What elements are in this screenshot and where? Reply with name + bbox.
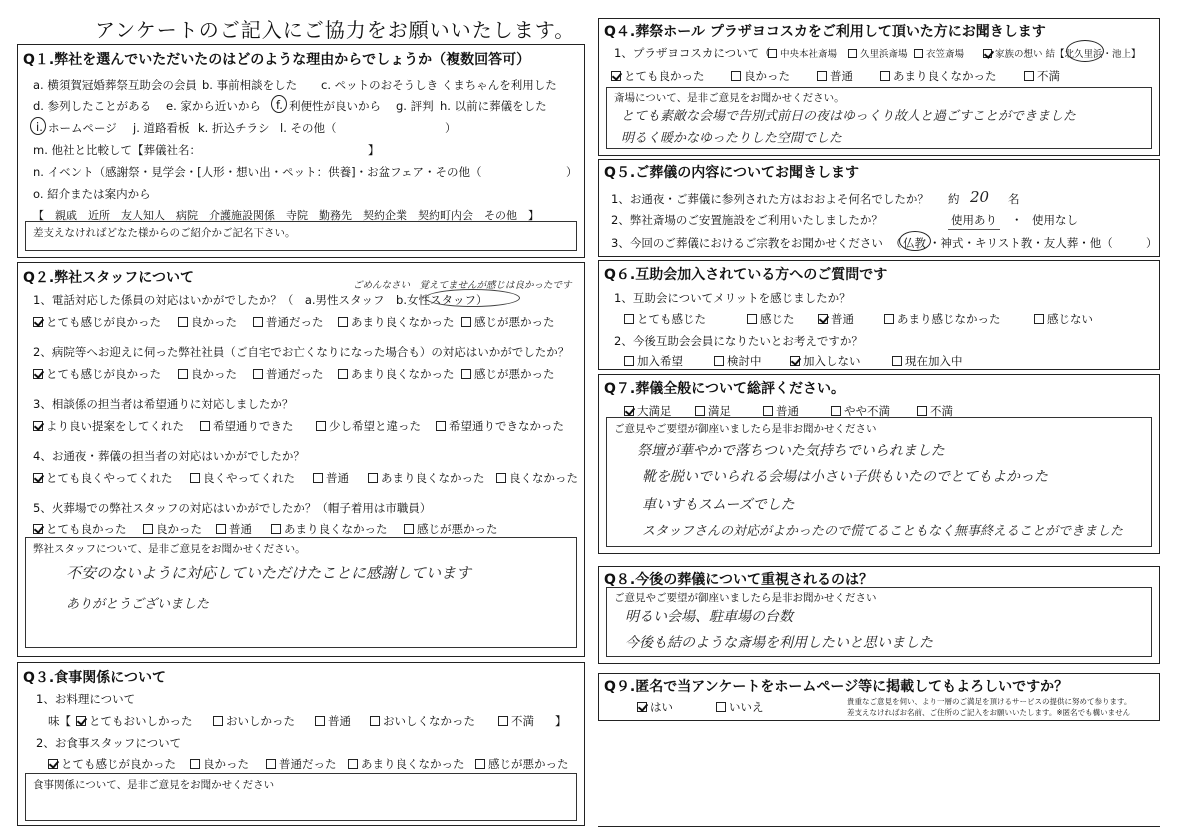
q6-s1-opt-1[interactable]: 感じた	[747, 311, 795, 327]
q7-section	[598, 374, 1160, 554]
checkbox-icon[interactable]	[624, 356, 634, 366]
checkbox-icon[interactable]	[190, 759, 200, 769]
q3-s2-opt-1[interactable]: 良かった	[190, 756, 249, 772]
q7-handwritten-line-2: 靴を脱いでいられる会場は小さい子供もいたのでとてもよかった	[642, 469, 1048, 485]
checkbox-icon[interactable]	[200, 421, 210, 431]
checkbox-icon[interactable]	[461, 317, 471, 327]
q2-s4-opt-4[interactable]: 良くなかった	[496, 470, 578, 486]
q4-hall-0[interactable]: 中央本社斎場	[768, 46, 837, 60]
checkbox-icon[interactable]	[624, 314, 634, 324]
q2-s5-opt-2[interactable]: 普通	[216, 521, 252, 537]
q5-s1-approx: 約	[948, 192, 960, 206]
q6-s2-opt-1[interactable]: 検討中	[714, 353, 762, 369]
q3-taste-end: 】	[555, 714, 567, 728]
q2-s3-opt-0[interactable]: より良い提案をしてくれた	[33, 418, 184, 434]
q1-option-k[interactable]: k. 折込チラシ	[198, 121, 270, 135]
checkbox-icon[interactable]	[884, 314, 894, 324]
q3-s1-opt-2[interactable]: 普通	[315, 713, 351, 729]
q2-s5-opt-3[interactable]: あまり良くなかった	[271, 521, 388, 537]
q4-handwritten-line-1: とても素敵な会場で告別式前日の夜はゆっくり故人と過ごすことができました	[621, 109, 1076, 124]
q4-s1-question: 1、プラザヨコスカについて（	[614, 46, 771, 60]
checkbox-checked-icon[interactable]	[76, 716, 86, 726]
q6-s1-opt-0[interactable]: とても感じた	[624, 311, 706, 327]
q4-kitakurihama-circle	[1066, 40, 1104, 62]
q4-comment-box[interactable]	[606, 87, 1152, 149]
q8-handwritten-line-1: 明るい会場、駐車場の台数	[625, 609, 793, 625]
q3-s1-opt-0[interactable]: とてもおいしかった	[76, 713, 193, 729]
q5-s2-separator: ・	[1011, 213, 1023, 227]
q1-option-i[interactable]: ホームページ	[48, 121, 117, 135]
q4-comment-label: 斎場について、是非ご意見をお聞かせください。	[614, 92, 845, 104]
checkbox-checked-icon[interactable]	[624, 406, 634, 416]
checkbox-icon[interactable]	[436, 421, 446, 431]
q2-s4-question: 4、お通夜・葬儀の担当者の対応はいかがでしたか？	[33, 449, 305, 463]
q7-heading: Q７.葬儀全般について総評ください。	[604, 381, 845, 397]
q4-section	[598, 18, 1160, 156]
q9-note-line-1: 貴重なご意見を伺い、より一層のご満足を頂けるサービスの提供に努めて参ります。	[847, 697, 1132, 706]
q1-option-l-end: ）	[445, 121, 457, 135]
q3-s2-opt-3[interactable]: あまり良くなかった	[348, 756, 465, 772]
checkbox-icon[interactable]	[496, 473, 506, 483]
checkbox-icon[interactable]	[213, 716, 223, 726]
checkbox-icon[interactable]	[143, 524, 153, 534]
q4-hall-1[interactable]: 久里浜斎場	[848, 46, 908, 60]
q5-s1-question: 1、お通夜・ご葬儀に参列された方はおおよそ何名でしたか？	[611, 192, 929, 206]
q2-s1-opt-0[interactable]: とても感じが良かった	[33, 314, 161, 330]
q5-s1-unit: 名	[1008, 192, 1020, 206]
q5-s3-buddhism[interactable]: 仏教	[903, 236, 926, 250]
checkbox-checked-icon[interactable]	[48, 759, 58, 769]
q6-s1-question: 1、互助会についてメリットを感じましたか？	[614, 291, 851, 305]
q8-comment-box[interactable]	[606, 587, 1152, 657]
q4-s1-opt-1[interactable]: 良かった	[731, 68, 790, 84]
q4-hall-2[interactable]: 衣笠斎場	[914, 46, 964, 60]
checkbox-icon[interactable]	[716, 702, 726, 712]
checkbox-icon[interactable]	[747, 314, 757, 324]
checkbox-icon[interactable]	[498, 716, 508, 726]
q7-opt-1[interactable]: 満足	[695, 403, 731, 419]
q2-female-staff-circle	[425, 289, 520, 307]
q6-s2-question: 2、今後互助会会員になりたいとお考えですか？	[614, 334, 863, 348]
checkbox-icon[interactable]	[370, 716, 380, 726]
q2-heading: Q２.弊社スタッフについて	[23, 270, 194, 286]
q5-s3-open-paren: （	[890, 236, 902, 250]
checkbox-icon[interactable]	[763, 406, 773, 416]
q1-comment-label: 差支えなければどなた様からのご紹介かご記名下さい。	[33, 227, 296, 239]
q5-used-underline	[948, 229, 1000, 230]
q2-s1-opt-4[interactable]: 感じが悪かった	[461, 314, 555, 330]
q3-heading: Q３.食事関係について	[23, 670, 166, 686]
checkbox-icon[interactable]	[461, 369, 471, 379]
q6-heading: Q６.互助会加入されている方へのご質問です	[604, 267, 888, 283]
q8-comment-label: ご意見やご要望が御座いましたら是非お聞かせください	[614, 592, 877, 604]
q2-s2-question: 2、病院等へお迎えに伺った弊社社員（ご自宅でお亡くなりになった場合も）の対応はいかがでしたか？	[33, 345, 570, 359]
q2-s2-opt-1[interactable]: 良かった	[178, 366, 237, 382]
q1-option-i-letter[interactable]: i.	[36, 120, 43, 134]
q2-s1-opt-1[interactable]: 良かった	[178, 314, 237, 330]
q2-handwritten-note: ごめんなさい 覚えてませんが感じは良かったです	[353, 280, 572, 291]
q9-no[interactable]: いいえ	[716, 699, 764, 715]
q2-s4-opt-1[interactable]: 良くやってくれた	[190, 470, 295, 486]
checkbox-icon[interactable]	[695, 406, 705, 416]
q2-s2-opt-4[interactable]: 感じが悪かった	[461, 366, 555, 382]
checkbox-icon[interactable]	[817, 71, 827, 81]
q5-heading: Q５.ご葬儀の内容についてお聞きします	[604, 165, 859, 181]
checkbox-checked-icon[interactable]	[818, 314, 828, 324]
q1-option-f[interactable]: 利便性が良いから	[289, 99, 381, 113]
q3-comment-label: 食事関係について、是非ご意見をお聞かせください	[33, 779, 275, 791]
q1-heading: Q１.弊社を選んでいただいたのはどのような理由からでしょうか（複数回答可）	[23, 52, 531, 68]
checkbox-icon[interactable]	[1034, 314, 1044, 324]
q1-option-h[interactable]: h. 以前に葬儀をした	[440, 99, 547, 113]
q7-opt-0[interactable]: 大満足	[624, 403, 672, 419]
checkbox-icon[interactable]	[731, 71, 741, 81]
q6-s2-opt-3[interactable]: 現在加入中	[892, 353, 963, 369]
q7-comment-box[interactable]	[606, 417, 1152, 547]
q3-taste-label: 味【	[48, 714, 71, 728]
q1-option-l[interactable]: l. その他（	[280, 121, 337, 135]
q4-s1-opt-2[interactable]: 普通	[817, 68, 853, 84]
q3-s2-question: 2、お食事スタッフについて	[36, 736, 182, 750]
q2-s1-opt-3[interactable]: あまり良くなかった	[338, 314, 455, 330]
q4-s1-opt-4[interactable]: 不満	[1024, 68, 1060, 84]
q5-s3-question: 3、今回のご葬儀におけるご宗教をお聞かせください	[611, 236, 883, 250]
checkbox-icon[interactable]	[475, 759, 485, 769]
q9-heading: Q９.匿名で当アンケートをホームページ等に掲載してもよろしいですか？	[604, 679, 1069, 695]
checkbox-checked-icon[interactable]	[33, 524, 43, 534]
checkbox-checked-icon[interactable]	[790, 356, 800, 366]
q2-s3-opt-1[interactable]: 希望通りできた	[200, 418, 294, 434]
checkbox-icon[interactable]	[880, 71, 890, 81]
checkbox-icon[interactable]	[253, 317, 263, 327]
q8-heading: Q８.今後の葬儀について重視されるのは？	[604, 572, 873, 588]
checkbox-icon[interactable]	[848, 49, 857, 58]
checkbox-icon[interactable]	[368, 473, 378, 483]
q1-option-j[interactable]: j. 道路看板	[133, 121, 190, 135]
q6-s1-opt-2[interactable]: 普通	[818, 311, 854, 327]
q1-option-a[interactable]: a. 横須賀冠婚葬祭互助会の会員	[33, 78, 197, 92]
q5-buddhism-circle	[899, 231, 931, 251]
q9-note-line-2: 差支えなければお名前、ご住所のご記入をお願いいたします。※匿名でも構いません	[847, 708, 1131, 717]
checkbox-icon[interactable]	[178, 369, 188, 379]
q3-s1-question: 1、お料理について	[36, 692, 136, 706]
checkbox-icon[interactable]	[714, 356, 724, 366]
q3-s2-opt-0[interactable]: とても感じが良かった	[48, 756, 176, 772]
q2-s1-opt-2[interactable]: 普通だった	[253, 314, 324, 330]
q2-s5-opt-1[interactable]: 良かった	[143, 521, 202, 537]
q1-option-g[interactable]: g. 評判	[396, 99, 434, 113]
checkbox-icon[interactable]	[216, 524, 226, 534]
checkbox-icon[interactable]	[271, 524, 281, 534]
q4-s1-opt-3[interactable]: あまり良くなかった	[880, 68, 997, 84]
q2-s1-question: 1、電話対応した係員の対応はいかがでしたか？（ a.男性スタッフ b.女性スタッフ）	[33, 293, 488, 307]
q3-s1-opt-4[interactable]: 不満	[498, 713, 534, 729]
q1-option-n[interactable]: n. イベント（感謝祭・見学会・[人形・想い出・ペット：供養]・お盆フェア・その他（	[33, 165, 482, 179]
checkbox-icon[interactable]	[190, 473, 200, 483]
q7-opt-2[interactable]: 普通	[763, 403, 799, 419]
q7-handwritten-line-4: スタッフさんの対応がよかったので慌てることもなく無事終えることができました	[642, 524, 1124, 539]
checkbox-icon[interactable]	[313, 473, 323, 483]
q3-section	[17, 662, 585, 826]
q5-s2-used[interactable]: 使用あり	[951, 213, 997, 227]
q2-s4-opt-3[interactable]: あまり良くなかった	[368, 470, 485, 486]
q6-s1-opt-3[interactable]: あまり感じなかった	[884, 311, 1001, 327]
q5-section	[598, 159, 1160, 257]
q2-comment-box[interactable]	[25, 537, 577, 648]
q2-s3-opt-3[interactable]: 希望通りできなかった	[436, 418, 564, 434]
q1-comment-box[interactable]	[25, 221, 577, 251]
checkbox-icon[interactable]	[768, 49, 777, 58]
q4-hall-3[interactable]: 家族の想い 結【北久里浜・池上】	[983, 46, 1141, 60]
q2-s2-opt-0[interactable]: とても感じが良かった	[33, 366, 161, 382]
q2-handwritten-line-2: ありがとうございました	[66, 597, 210, 612]
q1-option-d[interactable]: d. 参列したことがある	[33, 99, 152, 113]
q8-handwritten-line-2: 今後も結のような斎場を利用したいと思いました	[625, 635, 933, 651]
checkbox-checked-icon[interactable]	[33, 317, 43, 327]
q7-comment-label: ご意見やご要望が御座いましたら是非お聞かせください	[614, 423, 877, 435]
q1-option-e[interactable]: e. 家から近いから	[166, 99, 261, 113]
q5-s3-others: ・神式・キリスト教・友人葬・他（	[929, 236, 1113, 250]
q2-comment-label: 弊社スタッフについて、是非ご意見をお聞かせください。	[33, 543, 306, 555]
q2-handwritten-line-1: 不安のないように対応していただけたことに感謝しています	[66, 564, 472, 582]
q5-attendee-count[interactable]: 20	[970, 188, 990, 206]
checkbox-icon[interactable]	[831, 406, 841, 416]
form-title: アンケートのご記入にご協力をお願いいたします。	[95, 18, 576, 42]
q8-section	[598, 566, 1160, 664]
q1-option-c[interactable]: c. ペットのおそうしき くまちゃんを利用した	[321, 78, 557, 92]
q6-s2-opt-2[interactable]: 加入しない	[790, 353, 861, 369]
q6-s1-opt-4[interactable]: 感じない	[1034, 311, 1093, 327]
q1-option-i-circle	[30, 117, 46, 135]
checkbox-icon[interactable]	[1024, 71, 1034, 81]
q7-opt-4[interactable]: 不満	[917, 403, 953, 419]
checkbox-checked-icon[interactable]	[33, 473, 43, 483]
q2-s5-opt-4[interactable]: 感じが悪かった	[404, 521, 498, 537]
bottom-right-divider	[598, 826, 1160, 827]
q3-s1-opt-3[interactable]: おいしくなかった	[370, 713, 475, 729]
checkbox-checked-icon[interactable]	[611, 71, 621, 81]
q1-option-f-circle	[271, 95, 287, 113]
q4-heading: Q４.葬祭ホール プラザヨコスカをご利用して頂いた方にお聞きします	[604, 24, 1046, 40]
q1-option-m[interactable]: m. 他社と比較して【葬儀社名：	[33, 143, 202, 157]
checkbox-checked-icon[interactable]	[33, 369, 43, 379]
q1-option-f-letter[interactable]: f.	[276, 98, 283, 112]
q2-s2-opt-2[interactable]: 普通だった	[253, 366, 324, 382]
q7-opt-3[interactable]: やや不満	[831, 403, 890, 419]
q7-handwritten-line-3: 車いすもスムーズでした	[642, 497, 795, 513]
q2-s4-opt-2[interactable]: 普通	[313, 470, 349, 486]
q3-s1-opt-1[interactable]: おいしかった	[213, 713, 295, 729]
checkbox-icon[interactable]	[266, 759, 276, 769]
checkbox-icon[interactable]	[914, 49, 923, 58]
q1-option-n-end: ）	[566, 165, 578, 179]
checkbox-icon[interactable]	[178, 317, 188, 327]
checkbox-icon[interactable]	[404, 524, 414, 534]
q2-s4-opt-0[interactable]: とても良くやってくれた	[33, 470, 173, 486]
q9-yes[interactable]: はい	[637, 699, 673, 715]
q2-s3-opt-2[interactable]: 少し希望と違った	[316, 418, 421, 434]
q3-s2-opt-4[interactable]: 感じが悪かった	[475, 756, 569, 772]
checkbox-icon[interactable]	[348, 759, 358, 769]
checkbox-icon[interactable]	[253, 369, 263, 379]
q9-section	[598, 673, 1160, 721]
q2-s5-opt-0[interactable]: とても良かった	[33, 521, 127, 537]
q1-option-o[interactable]: o. 紹介または案内から	[33, 187, 151, 201]
q1-section	[17, 44, 585, 258]
q5-s3-close-paren: ）	[1146, 236, 1158, 250]
checkbox-icon[interactable]	[338, 369, 348, 379]
checkbox-checked-icon[interactable]	[33, 421, 43, 431]
q1-option-b[interactable]: b. 事前相談をした	[202, 78, 298, 92]
q5-s2-question: 2、弊社斎場のご安置施設をご利用いたしましたか？	[611, 213, 883, 227]
q2-s2-opt-3[interactable]: あまり良くなかった	[338, 366, 455, 382]
q3-comment-box[interactable]	[25, 773, 577, 821]
checkbox-checked-icon[interactable]	[983, 49, 992, 58]
checkbox-icon[interactable]	[315, 716, 325, 726]
q2-section	[17, 262, 585, 657]
checkbox-icon[interactable]	[892, 356, 902, 366]
q3-s2-opt-2[interactable]: 普通だった	[266, 756, 337, 772]
q2-s5-question: 5、火葬場での弊社スタッフの対応はいかがでしたか？（帽子着用は市職員）	[33, 501, 432, 515]
checkbox-icon[interactable]	[316, 421, 326, 431]
q5-s2-unused[interactable]: 使用なし	[1032, 213, 1078, 227]
q1-referral-list: 【 親戚 近所 友人知人 病院 介護施設関係 寺院 勤務先 契約企業 契約町内会 その他 】	[33, 209, 539, 222]
q4-handwritten-line-2: 明るく暖かなゆったりした空間でした	[621, 131, 842, 146]
checkbox-icon[interactable]	[917, 406, 927, 416]
q6-s2-opt-0[interactable]: 加入希望	[624, 353, 683, 369]
q7-handwritten-line-1: 祭壇が華やかで落ちついた気持ちでいられました	[637, 443, 945, 459]
checkbox-icon[interactable]	[338, 317, 348, 327]
q2-s3-question: 3、相談係の担当者は希望通りに対応しましたか？	[33, 397, 294, 411]
checkbox-checked-icon[interactable]	[637, 702, 647, 712]
q4-s1-opt-0[interactable]: とても良かった	[611, 68, 705, 84]
q6-section	[598, 260, 1160, 370]
q1-option-m-end: 】	[368, 143, 380, 157]
